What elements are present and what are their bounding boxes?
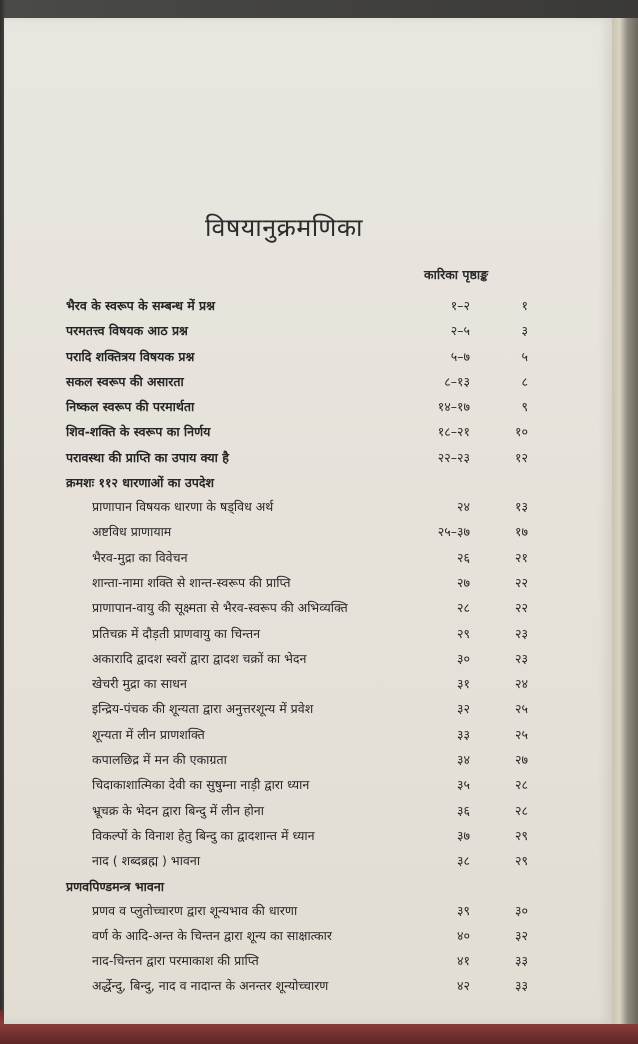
toc-entry-page: १७: [514, 524, 528, 540]
toc-entry-title: प्रणवपिण्डमन्त्र भावना: [66, 878, 165, 894]
toc-row: [4, 773, 612, 798]
toc-entry-title: प्राणापान-वायु की सूक्ष्मता से भैरव-स्वरूप की अभिव्यक्ति: [92, 600, 348, 616]
toc-row: [4, 520, 612, 545]
toc-entry-title: प्राणापान विषयक धारणा के षड्विध अर्थ: [92, 499, 274, 515]
column-header: कारिका पृष्ठाङ्क: [424, 267, 488, 282]
toc-entry-page: २२: [514, 600, 528, 616]
toc-row: [4, 875, 612, 899]
toc-entry-page: २८: [514, 802, 528, 818]
toc-entry-karika: ४१: [456, 953, 470, 969]
toc-entry-karika: ३९: [456, 902, 470, 918]
toc-entry-page: २७: [514, 752, 528, 768]
toc-entry-page: २३: [514, 625, 528, 641]
toc-row: [4, 370, 612, 395]
toc-row: [4, 395, 612, 420]
toc-entry-karika: १–२: [450, 298, 470, 313]
toc-entry-karika: ३३: [456, 726, 470, 742]
toc-entry-title: अष्टविध प्राणायाम: [92, 524, 172, 540]
toc-entry-title: अकारादि द्वादश स्वरों द्वारा द्वादश चक्रों का भेदन: [92, 650, 307, 666]
toc-entry-page: २३: [514, 650, 528, 666]
toc-row: [4, 294, 612, 319]
toc-entry-title: कपालछिद्र में मन की एकाग्रता: [92, 752, 227, 768]
toc-row: [4, 345, 612, 370]
toc-entry-karika: १८–२१: [437, 424, 470, 440]
toc-entry-karika: २९: [456, 625, 470, 641]
toc-entry-karika: ३४: [456, 752, 470, 768]
toc-entry-title: क्रमशः ११२ धारणाओं का उपदेश: [66, 475, 215, 491]
toc-entry-title: शिव-शक्ति के स्वरूप का निर्णय: [66, 424, 211, 440]
toc-entry-page: १०: [514, 424, 528, 440]
toc-entry-karika: २–५: [450, 323, 470, 339]
toc-row: [4, 446, 612, 471]
toc-entry-karika: ८–१३: [444, 373, 470, 389]
toc-entry-title: विकल्पों के विनाश हेतु बिन्दु का द्वादशान्त में ध्यान: [92, 827, 315, 843]
toc-entry-page: १३: [514, 499, 528, 515]
toc-row: [4, 319, 612, 344]
toc-entry-title: अर्द्धेन्दु, बिन्दु, नाद व नादान्त के अनन्तर शून्योच्चारण: [92, 978, 329, 994]
toc-entry-page: ३३: [514, 953, 528, 969]
toc-entry-karika: २६: [456, 549, 470, 565]
toc-entry-page: २८: [514, 777, 528, 793]
toc-entry-title: प्रणव व प्लुतोच्चारण द्वारा शून्यभाव की धारणा: [92, 902, 298, 918]
toc-row: [4, 571, 612, 596]
toc-entry-karika: १४–१७: [437, 399, 470, 415]
toc-entry-title: खेचरी मुद्रा का साधन: [92, 676, 187, 692]
toc-row: [4, 949, 612, 974]
toc-entry-title: नाद-चिन्तन द्वारा परमाकाश की प्राप्ति: [92, 953, 259, 969]
toc-entry-karika: २७: [456, 574, 470, 590]
toc-entry-karika: ३६: [456, 802, 470, 818]
toc-row: [4, 622, 612, 647]
toc-entry-page: २९: [514, 827, 528, 843]
toc-entry-karika: २८: [456, 600, 470, 616]
toc-entry-title: नाद ( शब्दब्रह्म ) भावना: [92, 853, 201, 869]
toc-entry-title: सकल स्वरूप की असारता: [66, 373, 184, 389]
toc-entry-page: ३: [521, 323, 528, 339]
toc-entry-title: निष्कल स्वरूप की परमार्थता: [66, 399, 195, 415]
toc-entry-karika: ४२: [456, 978, 470, 994]
toc-entry-title: परादि शक्तित्रय विषयक प्रश्न: [66, 348, 195, 364]
toc-entry-page: २९: [514, 853, 528, 869]
toc-row: [4, 824, 612, 849]
page-title: विषयानुक्रमणिका: [204, 213, 364, 242]
toc-entry-title: चिदाकाशात्मिका देवी का सुषुम्ना नाड़ी द्वारा ध्यान: [92, 777, 310, 793]
page-edge: [612, 18, 638, 1024]
toc-row: [4, 697, 612, 722]
toc-row: [4, 723, 612, 748]
book-page: [4, 18, 612, 1024]
toc-entry-page: ८: [521, 373, 528, 389]
toc-entry-karika: २२–२३: [437, 449, 470, 465]
toc-entry-title: परमतत्त्व विषयक आठ प्रश्न: [66, 323, 188, 339]
toc-row: [4, 495, 612, 520]
toc-row: [4, 974, 612, 999]
toc-row: [4, 672, 612, 697]
toc-entry-page: २२: [514, 574, 528, 590]
toc-entry-page: १२: [514, 449, 528, 465]
toc-row: [4, 596, 612, 621]
toc-entry-karika: ३०: [456, 650, 470, 666]
toc-entry-karika: ३१: [456, 676, 470, 692]
toc-entry-title: प्रतिचक्र में दौड़ती प्राणवायु का चिन्तन: [92, 625, 261, 641]
toc-entry-page: २५: [514, 726, 528, 742]
toc-entry-title: शान्ता-नामा शक्ति से शान्त-स्वरूप की प्राप्ति: [92, 574, 291, 590]
toc-entry-page: ५: [521, 348, 528, 364]
toc-entry-karika: ३८: [456, 853, 470, 869]
toc-entry-karika: ५–७: [450, 348, 470, 364]
toc-entry-title: शून्यता में लीन प्राणशक्ति: [92, 726, 205, 742]
toc-entry-page: १: [521, 298, 528, 313]
toc-entry-karika: २४: [456, 499, 470, 515]
toc-entry-title: भैरव-मुद्रा का विवेचन: [92, 549, 188, 565]
toc-entry-karika: ४०: [456, 927, 470, 943]
toc-row: [4, 799, 612, 824]
toc-entry-title: भैरव के स्वरूप के सम्बन्ध में प्रश्न: [66, 298, 216, 313]
toc-entry-page: २५: [514, 701, 528, 717]
toc-entry-page: ३२: [514, 927, 528, 943]
toc-row: [4, 924, 612, 949]
toc-entry-karika: ३७: [456, 827, 470, 843]
toc-entry-title: भ्रूचक्र के भेदन द्वारा बिन्दु में लीन होना: [92, 802, 264, 818]
toc-entry-karika: ३२: [456, 701, 470, 717]
toc-entry-page: २४: [514, 676, 528, 692]
toc-entry-karika: २५–३७: [437, 524, 470, 540]
toc-row: [4, 471, 612, 495]
toc-row: [4, 748, 612, 773]
toc-row: [4, 849, 612, 874]
toc-entry-title: वर्ण के आदि-अन्त के चिन्तन द्वारा शून्य का साक्षात्कार: [92, 927, 333, 943]
toc-row: [4, 546, 612, 571]
toc-entry-page: ३३: [514, 978, 528, 994]
toc-list: [4, 294, 612, 1000]
toc-entry-title: इन्द्रिय-पंचक की शून्यता द्वारा अनुत्तरशून्य में प्रवेश: [92, 701, 314, 717]
toc-row: [4, 899, 612, 924]
toc-entry-page: ३०: [514, 902, 528, 918]
toc-entry-page: २१: [514, 549, 528, 565]
toc-entry-title: परावस्था की प्राप्ति का उपाय क्या है: [66, 449, 229, 465]
toc-row: [4, 647, 612, 672]
toc-entry-page: ९: [521, 399, 528, 415]
toc-entry-karika: ३५: [456, 777, 470, 793]
toc-row: [4, 420, 612, 445]
